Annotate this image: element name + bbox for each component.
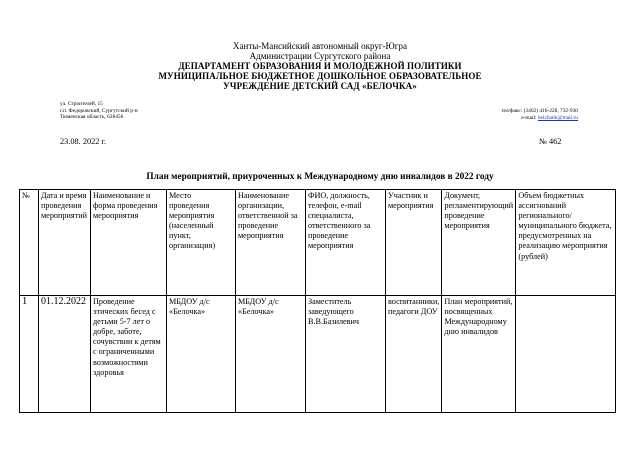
plan-title: План мероприятий, приуроченных к Международному дню инвалидов в 2022 году (146, 172, 494, 182)
header-cell-budget: Объем бюджетных ассигнований регионального/ муниципального бюджета, предусмотренных на реализацию мероприятия (рублей) (516, 190, 616, 296)
institution-line: МУНИЦИПАЛЬНОЕ БЮДЖЕТНОЕ ДОШКОЛЬНОЕ ОБРАЗОВАТЕЛЬНОЕ (158, 71, 482, 81)
address-settlement: г.п. Федоровский, Сургутский р-н (60, 107, 138, 114)
header-cell-venue: Место проведения мероприятия (населенный пункт, организация) (167, 190, 236, 296)
contact-email-link[interactable]: belchatik@mail.ru (537, 114, 578, 121)
cell-event-name: Проведение этических бесед с детьми 5-7 лет о добре, заботе, сочувствии к детям с ограниченными возможностями здоровья (91, 296, 167, 413)
department-line: ДЕПАРТАМЕНТ ОБРАЗОВАНИЯ И МОЛОДЕЖНОЙ ПОЛИТИКИ (178, 61, 462, 71)
header-cell-organization: Наименование организации, ответственной за проведение мероприятия (236, 190, 306, 296)
cell-number: 1 (20, 296, 39, 413)
header-cell-responsible: ФИО, должность, телефон, e-mail специалиста, ответственного за проведение мероприятия (306, 190, 386, 296)
events-table (19, 189, 616, 413)
cell-document: План мероприятий, посвященных Международному дню инвалидов (442, 296, 516, 413)
address-street: ул. Строителей, 15 (60, 101, 103, 107)
region-line: Ханты-Мансийский автономный округ-Югра (233, 41, 407, 51)
contacts-block (501, 108, 578, 121)
header-cell-participants: Участник и мероприятия (386, 190, 442, 296)
cell-responsible: Заместитель заведующего В.В.Базилевич (306, 296, 386, 413)
header-cell-number: № (20, 190, 39, 296)
header-cell-event-name: Наименование и форма проведения мероприятия (91, 190, 167, 296)
header-cell-document: Документ, регламентирующий проведение мероприятия (442, 190, 516, 296)
cell-venue: МБДОУ д/с «Белочка» (167, 296, 236, 413)
table-row (20, 296, 616, 413)
contact-email-prefix: e-mail: (521, 114, 537, 121)
contact-phone: тел/факс: (3462) 416-228, 732-930 (501, 108, 578, 114)
cell-date: 01.12.2022 (39, 296, 91, 413)
address-block (60, 101, 138, 121)
document-number: № 462 (539, 137, 562, 146)
institution-name-line: УЧРЕЖДЕНИЕ ДЕТСКИЙ САД «БЕЛОЧКА» (223, 81, 417, 91)
cell-budget (516, 296, 616, 413)
document-date: 23.08. 2022 г. (60, 137, 107, 146)
header-cell-date: Дата и время проведения мероприятий (39, 190, 91, 296)
table-header-row (20, 190, 616, 296)
address-region: Тюменская область, 628456 (60, 114, 124, 121)
contact-email-line (501, 115, 578, 122)
cell-organization: МБДОУ д/с «Белочка» (236, 296, 306, 413)
cell-participants: воспитанники, педагоги ДОУ (386, 296, 442, 413)
administration-line: Администрации Сургутского района (249, 51, 391, 61)
